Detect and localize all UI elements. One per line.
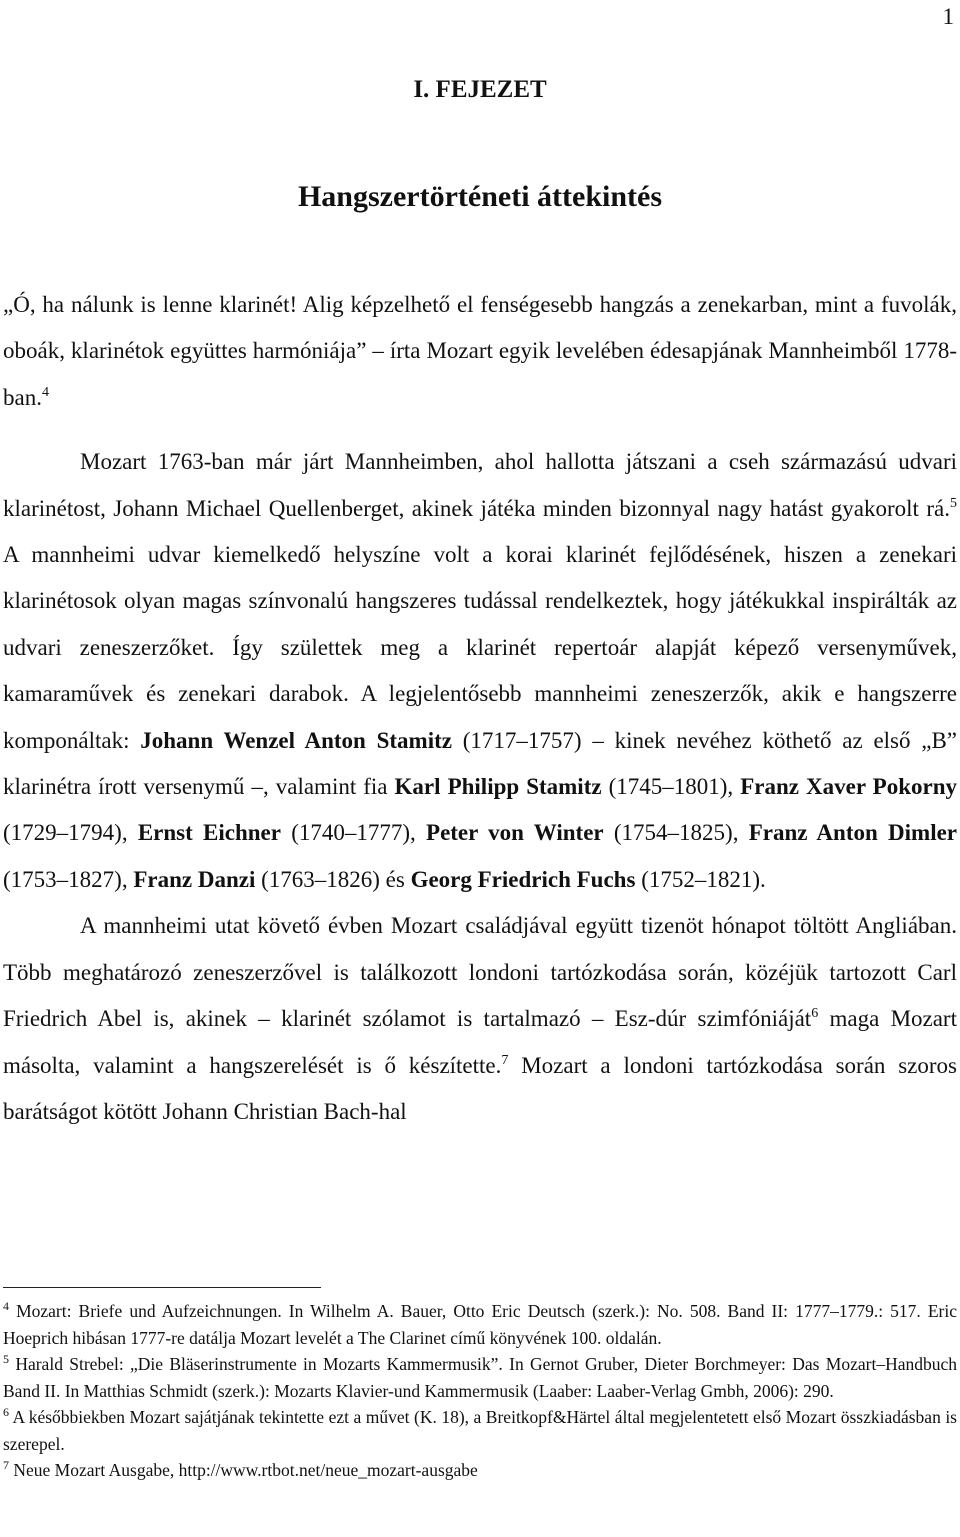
paragraph-text: (1752‒1821). <box>635 866 766 892</box>
paragraph-text: A mannheimi utat követő évben Mozart családjával együtt tizenöt hónapot töltött Angliában. Több meghatározó zeneszerzővel is találkozott londoni tartózkodása során, közéjük tartozott Carl Friedrich Abel is, akinek ‒ klarinét szólamot is tartalmazó ‒ Esz-dúr szimfóniáját <box>3 913 957 1032</box>
paragraph-text: (1745‒1801), <box>601 774 741 800</box>
paragraph-mannheim <box>3 439 957 903</box>
paragraph-london <box>3 903 957 1135</box>
footnote-ref-7[interactable]: 7 <box>501 1052 509 1068</box>
footnote-6 <box>3 1404 957 1457</box>
footnote-text: A későbbiekben Mozart sajátjának tekintette ezt a művet (K. 18), a Breitkopf&Härtel által megjelentetett első Mozart összkiadásban is szerepel. <box>3 1407 957 1454</box>
footnote-number: 4 <box>3 1299 9 1313</box>
paragraph-text: (1717‒1757) ‒ kinek nevéhez köthető az első „B” klarinétra írott versenymű ‒, valamint fia <box>3 727 958 800</box>
footnote-5 <box>3 1351 957 1404</box>
composer-name: Georg Friedrich Fuchs <box>410 866 636 892</box>
paragraph-quote <box>3 282 957 421</box>
composer-name: Franz Danzi <box>133 866 256 892</box>
footnote-number: 5 <box>3 1352 9 1366</box>
footnote-4 <box>3 1298 957 1351</box>
composer-name: Peter von Winter <box>426 820 604 846</box>
page-title: Hangszertörténeti áttekintés <box>297 180 663 213</box>
chapter-heading: I. FEJEZET <box>413 76 547 103</box>
paragraph-text: (1729‒1794), <box>3 820 138 846</box>
footnote-ref-6[interactable]: 6 <box>811 1006 819 1022</box>
page-number: 1 <box>942 4 954 29</box>
paragraph-text: A mannheimi udvar kiemelkedő helyszíne volt a korai klarinét fejlődésének, hiszen a zenekari klarinétosok olyan magas színvonalú hangszeres tudással rendelkeztek, hogy játékukkal inspirálták az udvari zeneszerzőket. Így születtek meg a klarinét repertoár alapját képező versenyművek, kamaraművek és zenekari darabok. A legjelentősebb mannheimi zeneszerzők, akik e hangszerre komponáltak: <box>3 542 957 753</box>
body-text <box>3 282 957 1135</box>
composer-name: Johann Wenzel Anton Stamitz <box>140 727 452 753</box>
footnote-text: Harald Strebel: „Die Bläserinstrumente in Mozarts Kammermusik”. In Gernot Gruber, Dieter Borchmeyer: Das Mozart‒Handbuch Band II. In Matthias Schmidt (szerk.): Mozarts Klavier-und Kammermusik (Laaber: Laaber-Verlag Gmbh, 2006): 290. <box>3 1354 957 1401</box>
composer-name: Franz Anton Dimler <box>748 820 957 846</box>
paragraph-text: (1740‒1777), <box>280 820 427 846</box>
footnote-separator <box>3 1287 321 1288</box>
quote-text: „Ó, ha nálunk is lenne klarinét! Alig képzelhető el fenségesebb hangzás a zenekarban, mint a fuvolák, oboák, klarinétok együttes harmóniája” ‒ írta Mozart egyik levelében édesapjának Mannheimből 1778-ban. <box>3 292 957 410</box>
footnote-text: Mozart: Briefe und Aufzeichnungen. In Wilhelm A. Bauer, Otto Eric Deutsch (szerk.): No. 508. Band II: 1777‒1779.: 517. Eric Hoeprich hibásan 1777-re datálja Mozart levelét a The Clarinet című könyvének 100. oldalán. <box>3 1301 957 1348</box>
paragraph-text: (1753‒1827), <box>3 866 134 892</box>
paragraph-text: maga Mozart másolta, valamint a hangszerelését is ő készítette. <box>3 1006 957 1078</box>
footnote-ref-5[interactable]: 5 <box>950 495 957 511</box>
footnote-7 <box>3 1457 957 1484</box>
composer-name: Karl Philipp Stamitz <box>394 774 602 800</box>
footnote-number: 6 <box>3 1405 9 1419</box>
paragraph-text: (1763‒1826) és <box>255 866 411 892</box>
footnote-ref-4[interactable]: 4 <box>41 384 49 400</box>
paragraph-text: Mozart a londoni tartózkodása során szoros barátságot kötött Johann Christian Bach-hal <box>3 1052 957 1124</box>
footnote-text[interactable]: Neue Mozart Ausgabe, http://www.rtbot.net/neue_mozart-ausgabe <box>9 1460 478 1480</box>
composer-name: Ernst Eichner <box>137 820 281 846</box>
footnotes <box>3 1298 957 1484</box>
paragraph-text: Mozart 1763-ban már járt Mannheimben, ahol hallotta játszani a cseh származású udvari klarinétost, Johann Michael Quellenberget, akinek játéka minden bizonnyal nagy hatást gyakorolt rá. <box>3 449 957 521</box>
paragraph-text: (1754‒1825), <box>603 820 749 846</box>
footnote-number: 7 <box>3 1458 9 1472</box>
composer-name: Franz Xaver Pokorny <box>740 774 957 800</box>
